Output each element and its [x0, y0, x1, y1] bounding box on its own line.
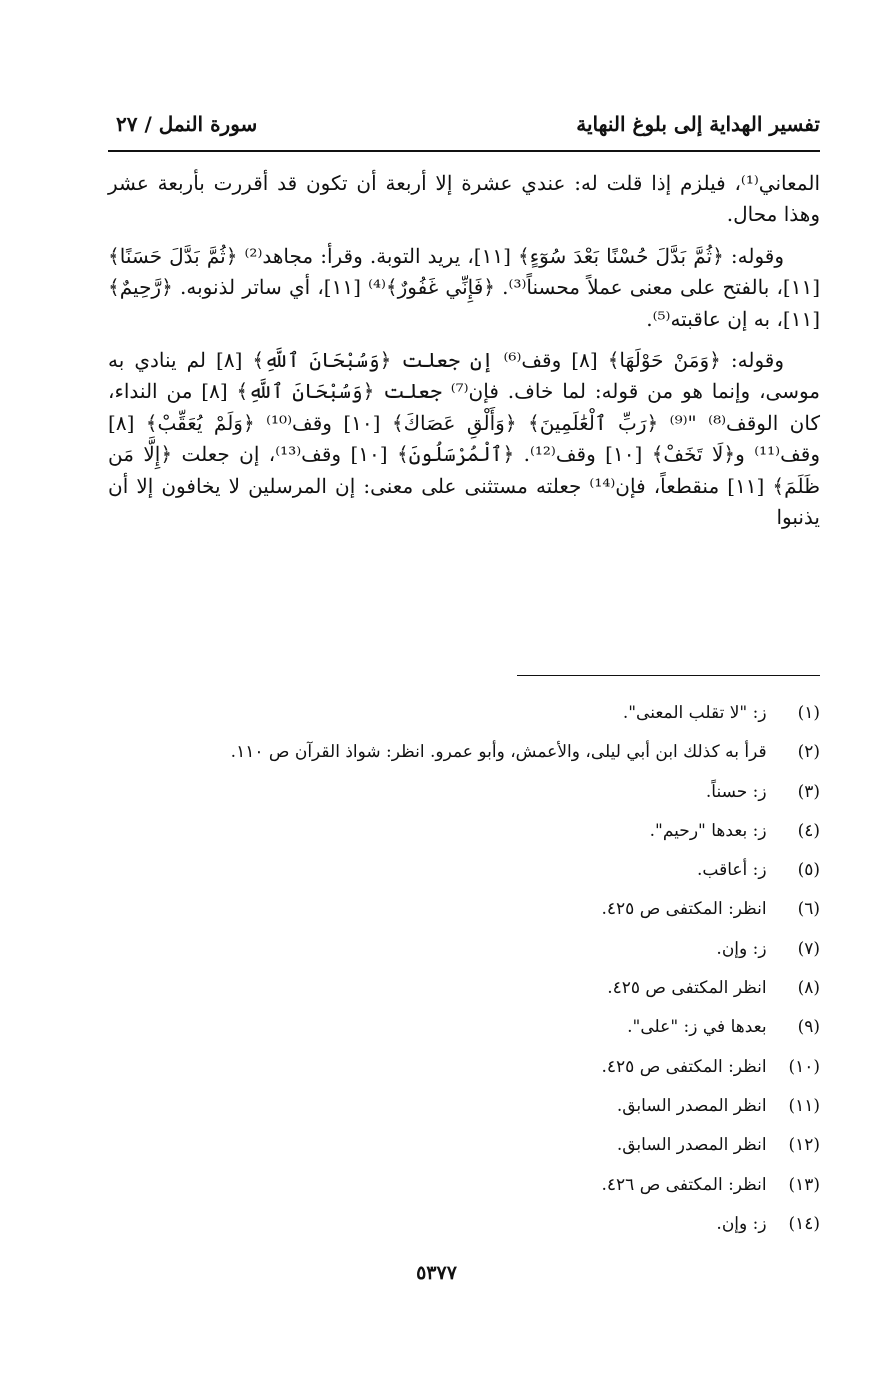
footnote-text: ز: "لا تقلب المعنى".: [622, 703, 767, 723]
footnotes: [108, 698, 820, 1248]
surah-label: سورة النمل / ٢٧: [116, 112, 258, 136]
main-text: [108, 168, 820, 543]
book-title: تفسير الهداية إلى بلوغ النهاية: [576, 112, 820, 136]
footnote: [108, 816, 820, 855]
footnote: [108, 894, 820, 933]
footnote-text: ز: بعدها "رحيم".: [649, 820, 767, 841]
footnote-number: (٩): [797, 1017, 820, 1038]
footnote-text: انظر المكتفى ص ٤٢٥.: [607, 978, 767, 999]
paragraph: المعاني⁽¹⁾، فيلزم إذا قلت له: عندي عشرة إلا أربعة أن تكون قد أقررت بأربعة عشر وهذا محال.: [108, 171, 820, 227]
footnote-text: انظر: المكتفى ص ٤٢٦.: [601, 1174, 767, 1195]
footnote-number: (١): [797, 703, 820, 723]
footnote: [108, 855, 820, 894]
footnote-text: بعدها في ز: "على".: [627, 1017, 767, 1038]
page-number: ٥٣٧٧: [416, 1262, 457, 1284]
footnote-text: ز: وإن.: [716, 1213, 767, 1234]
footnote: [108, 934, 820, 973]
footnote-text: ز: أعاقب.: [696, 860, 767, 881]
footnote-number: (٣): [797, 781, 820, 802]
footnote: [108, 1012, 820, 1051]
footnote-number: (٧): [797, 938, 820, 959]
footnote: [108, 1130, 820, 1169]
footnote-number: (٦): [797, 899, 820, 920]
paragraph: وقوله: ﴿ثُمَّ بَدَّلَ حُسْنًا بَعْدَ سُوٓءٍ﴾ [١١]، يريد التوبة. وقرأ: مجاهد⁽²⁾ ﴿ثُمَّ بَدَّلَ حَسَنًا﴾ [١١]، بالفتح على معنى عملاً محسناً⁽³⁾. ﴿فَإِنِّي غَفُورٌ﴾⁽⁴⁾ [١١]، أي ساتر لذنوبه. ﴿رَّحِيمٌ﴾ [١١]، به إن عاقبته⁽⁵⁾.: [108, 243, 821, 331]
footnote: [108, 1091, 820, 1130]
footnote-number: (١٤): [788, 1213, 820, 1234]
footnote: [108, 973, 820, 1012]
footnote-text: ز: وإن.: [716, 938, 767, 959]
footnote-text: انظر: المكتفى ص ٤٢٥.: [601, 1056, 767, 1077]
footnote-number: (١١): [788, 1095, 820, 1116]
footnote: [108, 1052, 820, 1091]
footnote-number: (٨): [797, 978, 820, 999]
footnote-number: (١٣): [788, 1174, 820, 1195]
header-divider: [108, 150, 820, 152]
footnote: [108, 777, 820, 816]
footnote: [108, 1170, 820, 1209]
paragraph: وقوله: ﴿وَمَنْ حَوْلَهَا﴾ [٨] وقف⁽⁶⁾ إن جعلت ﴿وَسُبْحَانَ ٱللَّهِ﴾ [٨] لم ينادي به موسى، وإنما هو من قوله: لما خاف. فإن⁽⁷⁾ جعلت ﴿وَسُبْحَانَ ٱللَّهِ﴾ [٨] من النداء، كان الوقف⁽⁸⁾ "⁽⁹⁾ ﴿رَبِّ ٱلْعَٰلَمِينَ﴾ ﴿وَأَلْقِ عَصَاكَ﴾ [١٠] وقف⁽¹⁰⁾ ﴿وَلَمْ يُعَقِّبْ﴾ [٨] وقف⁽¹¹⁾ و﴿لَا تَخَفْ﴾ [١٠] وقف⁽¹²⁾. ﴿ٱلْمُرْسَلُونَ﴾ [١٠] وقف⁽¹³⁾، إن جعلت ﴿إِلَّا مَن ظَلَمَ﴾ [١١] منقطعاً، فإن⁽¹⁴⁾ جعلته مستثنى على معنى: إن المرسلين لا يخافون إلا أن يذنبوا: [108, 348, 821, 530]
footnote-text: انظر: المكتفى ص ٤٢٥.: [601, 899, 767, 920]
running-header: [108, 104, 820, 144]
footnote: [108, 737, 820, 776]
footnote-text: انظر المصدر السابق.: [616, 1095, 767, 1116]
footnote-number: (١٠): [788, 1056, 820, 1077]
footnote-number: (٤): [797, 820, 820, 841]
footnote-number: (١٢): [788, 1135, 820, 1156]
footnote-divider: [517, 675, 820, 676]
footnote-number: (٢): [797, 742, 820, 763]
footnote: [108, 1209, 820, 1248]
footnote: [108, 698, 820, 737]
footnote-text: قرأ به كذلك ابن أبي ليلى، والأعمش، وأبو عمرو. انظر: شواذ القرآن ص ١١٠.: [230, 742, 767, 763]
footnote-number: (٥): [797, 860, 820, 881]
footnote-text: ز: حسناً.: [705, 781, 767, 802]
footnote-text: انظر المصدر السابق.: [616, 1135, 767, 1156]
